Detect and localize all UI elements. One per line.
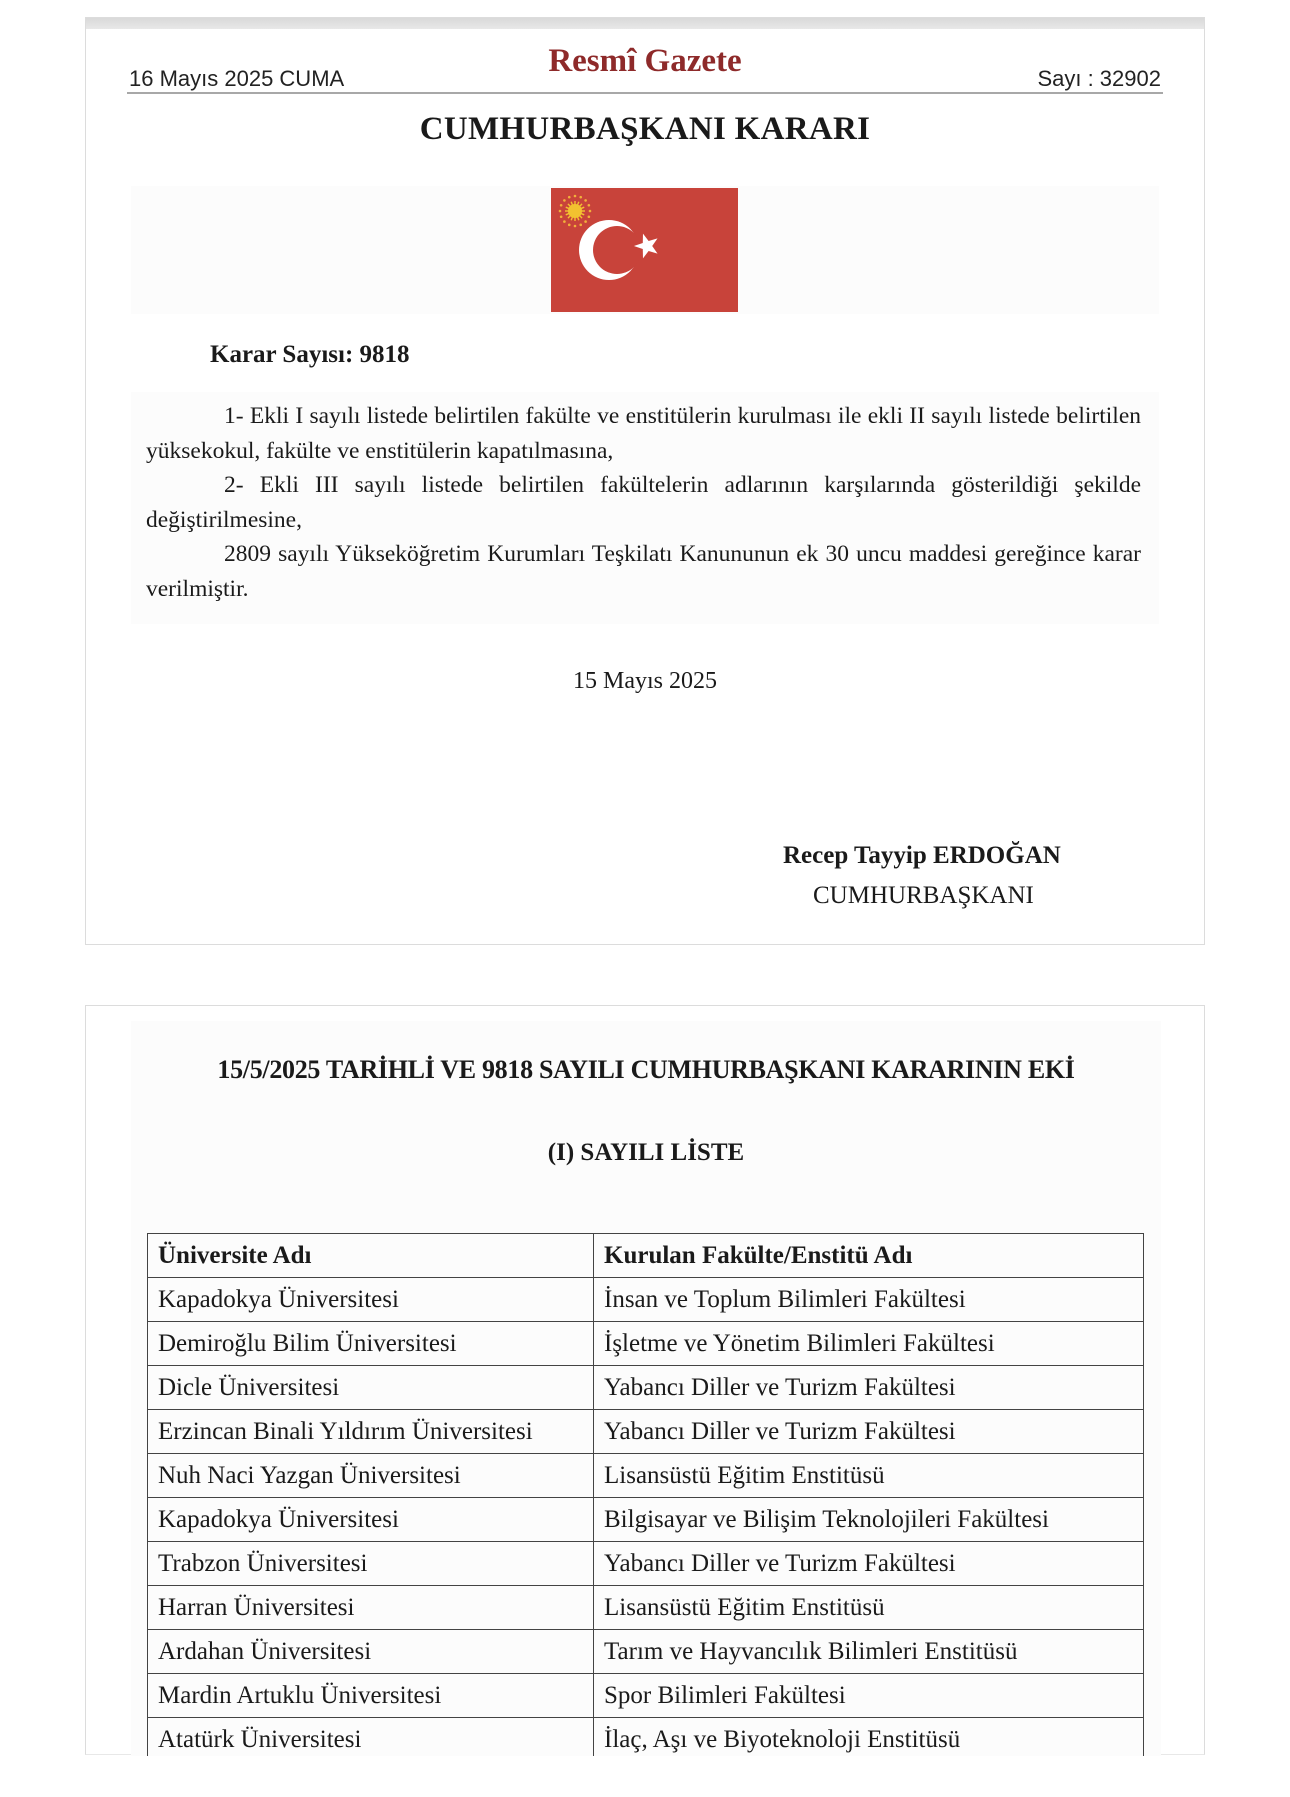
decision-number: Karar Sayısı: 9818 <box>210 341 410 368</box>
decision-legal-basis: 2809 sayılı Yükseköğretim Kurumları Teşkilatı Kanununun ek 30 uncu maddesi gereğince karar verilmiştir. <box>146 541 1141 602</box>
signing-date: 15 Mayıs 2025 <box>573 668 717 694</box>
faculty-name-cell: Lisansüstü Eğitim Enstitüsü <box>594 1454 1144 1498</box>
university-name-cell: Atatürk Üniversitesi <box>148 1718 594 1757</box>
list-title: (I) SAYILI LİSTE <box>547 1139 745 1166</box>
decision-article-1: 1- Ekli I sayılı listede belirtilen fakülte ve enstitülerin kurulması ile ekli II sayılı listede belirtilen yüksekokul, fakülte ve enstitülerin kapatılmasına, <box>146 403 1141 464</box>
turkish-presidential-flag-icon <box>551 188 738 312</box>
signatory-title: CUMHURBAŞKANI <box>813 882 1034 909</box>
signatory-name: Recep Tayyip ERDOĞAN <box>783 842 1061 869</box>
university-name-cell: Trabzon Üniversitesi <box>148 1542 594 1586</box>
university-name-cell: Nuh Naci Yazgan Üniversitesi <box>148 1454 594 1498</box>
faculty-name-cell: İlaç, Aşı ve Biyoteknoloji Enstitüsü <box>594 1718 1144 1757</box>
university-name-cell: Erzincan Binali Yıldırım Üniversitesi <box>148 1410 594 1454</box>
gazette-title: Resmî Gazete <box>548 43 742 79</box>
annex-page <box>85 1005 1205 1755</box>
faculty-name-cell: Yabancı Diller ve Turizm Fakültesi <box>594 1366 1144 1410</box>
table-header-row <box>148 1234 1144 1278</box>
table-row <box>148 1674 1144 1718</box>
document-heading: CUMHURBAŞKANI KARARI <box>419 111 871 147</box>
gazette-issue-number: Sayı : 32902 <box>1037 66 1161 91</box>
faculty-name-cell: Tarım ve Hayvancılık Bilimleri Enstitüsü <box>594 1630 1144 1674</box>
table-row <box>148 1542 1144 1586</box>
table-row <box>148 1630 1144 1674</box>
annex-title: 15/5/2025 TARİHLİ VE 9818 SAYILI CUMHURBAŞKANI KARARININ EKİ <box>217 1055 1075 1084</box>
table-row <box>148 1322 1144 1366</box>
table-row <box>148 1410 1144 1454</box>
column-header-university: Üniversite Adı <box>148 1234 594 1278</box>
university-name-cell: Ardahan Üniversitesi <box>148 1630 594 1674</box>
faculty-name-cell: Lisansüstü Eğitim Enstitüsü <box>594 1586 1144 1630</box>
table-row <box>148 1454 1144 1498</box>
decision-article-2: 2- Ekli III sayılı listede belirtilen fakültelerin adlarının karşılarında gösterildiği şekilde değiştirilmesine, <box>146 472 1141 533</box>
table-row <box>148 1366 1144 1410</box>
column-header-faculty: Kurulan Fakülte/Enstitü Adı <box>594 1234 1144 1278</box>
university-name-cell: Dicle Üniversitesi <box>148 1366 594 1410</box>
table-row <box>148 1278 1144 1322</box>
faculty-name-cell: Yabancı Diller ve Turizm Fakültesi <box>594 1542 1144 1586</box>
university-name-cell: Kapadokya Üniversitesi <box>148 1498 594 1542</box>
header-divider <box>127 92 1163 94</box>
university-name-cell: Mardin Artuklu Üniversitesi <box>148 1674 594 1718</box>
decision-body <box>146 399 1141 606</box>
table-row <box>148 1586 1144 1630</box>
university-name-cell: Harran Üniversitesi <box>148 1586 594 1630</box>
faculty-name-cell: İşletme ve Yönetim Bilimleri Fakültesi <box>594 1322 1144 1366</box>
faculty-name-cell: Bilgisayar ve Bilişim Teknolojileri Fakültesi <box>594 1498 1144 1542</box>
university-name-cell: Kapadokya Üniversitesi <box>148 1278 594 1322</box>
decision-page <box>85 17 1205 945</box>
faculty-table <box>147 1233 1144 1756</box>
table-row <box>148 1718 1144 1757</box>
faculty-name-cell: Yabancı Diller ve Turizm Fakültesi <box>594 1410 1144 1454</box>
table-row <box>148 1498 1144 1542</box>
page-top-bar <box>86 18 1204 29</box>
faculty-name-cell: Spor Bilimleri Fakültesi <box>594 1674 1144 1718</box>
faculty-name-cell: İnsan ve Toplum Bilimleri Fakültesi <box>594 1278 1144 1322</box>
gazette-date: 16 Mayıs 2025 CUMA <box>129 66 345 91</box>
university-name-cell: Demiroğlu Bilim Üniversitesi <box>148 1322 594 1366</box>
